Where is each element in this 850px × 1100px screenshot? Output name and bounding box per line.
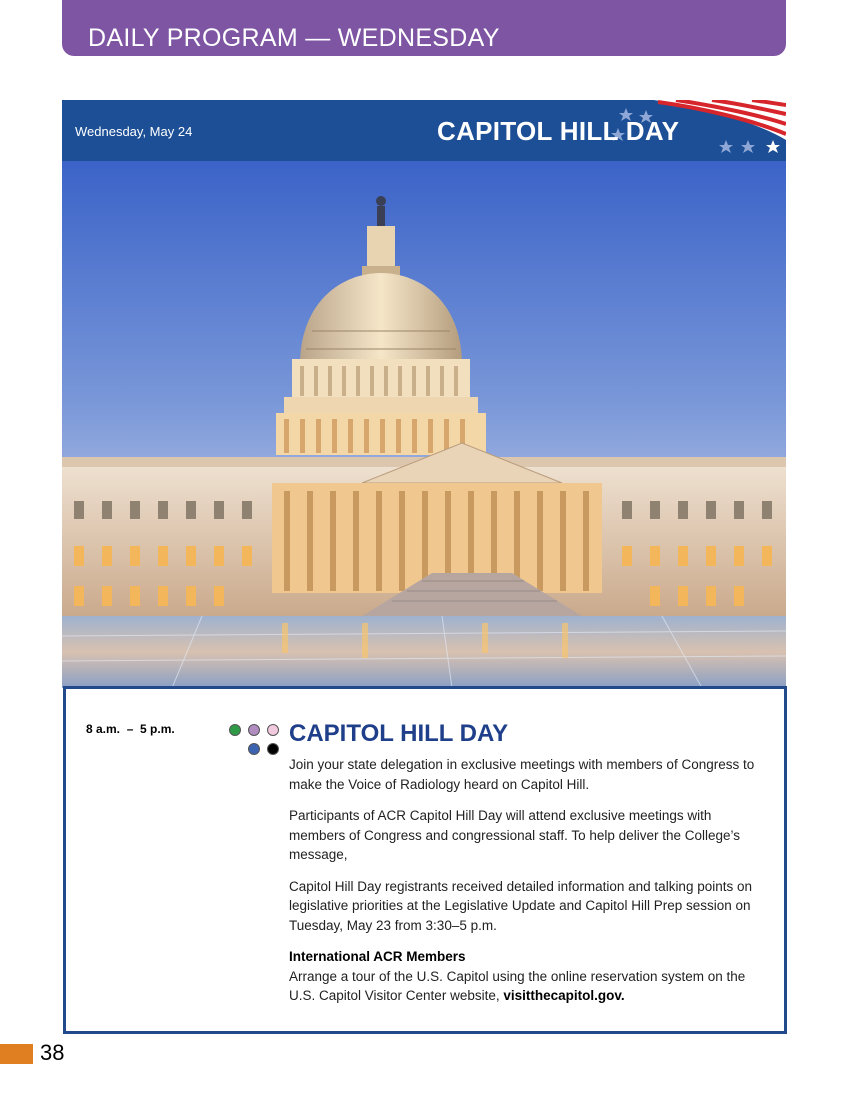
banner-date: Wednesday, May 24	[75, 124, 193, 139]
international-members-text: Arrange a tour of the U.S. Capitol using the online reservation system on the U.S. Capitol Visitor Center website,	[289, 968, 746, 1003]
track-dot-pink	[267, 724, 279, 736]
international-members-heading: International ACR Members	[289, 949, 466, 964]
international-members-section	[289, 947, 769, 1006]
banner-title: CAPITOL HILL DAY	[437, 116, 680, 146]
track-dots	[229, 724, 289, 764]
event-time: 8 a.m. – 5 p.m.	[86, 722, 175, 736]
event-paragraph-2: Participants of ACR Capitol Hill Day will attend exclusive meetings with members of Congress and congressional staff. To help deliver the College’s message,	[289, 808, 741, 862]
event-paragraph-3: Capitol Hill Day registrants received detailed information and talking points on legislative priorities at the Legislative Update and Capitol Hill Prep session on Tuesday, May 23 from 3:30–5 p.m.	[289, 878, 752, 933]
page-number: 38	[40, 1040, 65, 1065]
track-dot-blue	[248, 743, 260, 755]
track-dot-green	[229, 724, 241, 736]
event-info-box	[63, 686, 787, 1034]
visit-capitol-link[interactable]: visitthecapitol.gov.	[503, 988, 625, 1003]
event-paragraph-1: Join your state delegation in exclusive meetings with members of Congress to make the Voice of Radiology heard on Capitol Hill.	[289, 757, 755, 792]
event-title: CAPITOL HILL DAY	[289, 720, 509, 747]
header-bar	[62, 0, 786, 56]
capitol-hill-day-banner	[62, 100, 786, 161]
capitol-building-photo	[62, 161, 786, 688]
event-content	[289, 719, 769, 1018]
page-header-title: DAILY PROGRAM — WEDNESDAY	[88, 24, 500, 52]
track-dot-black	[267, 743, 279, 755]
page-number-tab	[0, 1044, 33, 1064]
track-dot-lavender	[248, 724, 260, 736]
